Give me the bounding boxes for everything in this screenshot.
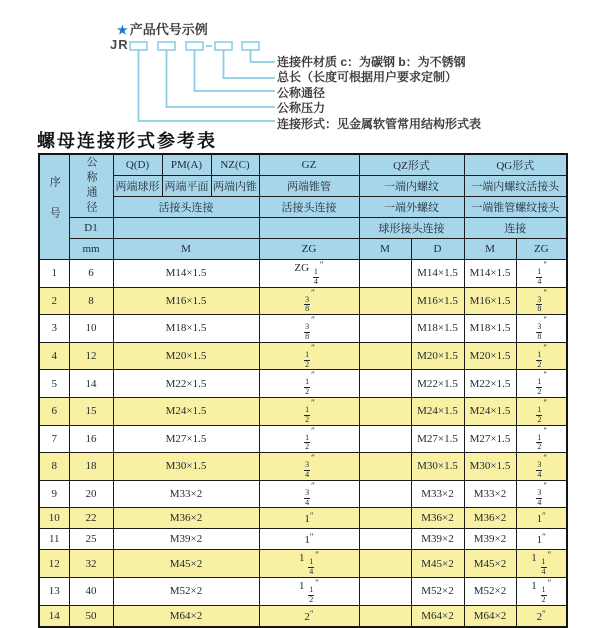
header-unit-zg-qg: ZG <box>516 239 567 260</box>
cell-qz-m <box>359 605 411 627</box>
leader-line-length <box>224 50 276 78</box>
cell-gz-zg: ZG $\frac{1}{4}$ ″ <box>259 260 359 288</box>
leader-line-material <box>251 50 276 62</box>
cell-qz-d: M18×1.5 <box>411 315 464 343</box>
cell-index: 13 <box>39 577 69 605</box>
cell-index: 6 <box>39 397 69 425</box>
cell-gz-zg: $\frac{1}{2}$ ″ <box>259 370 359 398</box>
header-unit-zg-gz: ZG <box>259 239 359 260</box>
cell-qz-d: M30×1.5 <box>411 453 464 481</box>
header-group-qz: QZ形式 <box>359 154 464 176</box>
cell-dn-mm: 12 <box>69 342 113 370</box>
cell-dn-mm: 6 <box>69 260 113 288</box>
code-box-4 <box>215 42 232 50</box>
cell-m-union: M52×2 <box>113 577 259 605</box>
cell-m-union: M36×2 <box>113 508 259 529</box>
header-union-connection: 活接头连接 <box>113 197 259 218</box>
cell-qz-d: M14×1.5 <box>411 260 464 288</box>
cell-qz-m <box>359 480 411 508</box>
leader-line-conn-form <box>139 50 276 121</box>
cell-index: 4 <box>39 342 69 370</box>
cell-qz-d: M36×2 <box>411 508 464 529</box>
cell-dn-mm: 22 <box>69 508 113 529</box>
header-row-5 <box>39 239 567 260</box>
header-group-gz: GZ <box>259 154 359 176</box>
header-unit-m-qz: M <box>359 239 411 260</box>
cell-index: 3 <box>39 315 69 343</box>
cell-qz-m <box>359 260 411 288</box>
header-row-4 <box>39 218 567 239</box>
code-box-1 <box>130 42 147 50</box>
label-total-length: 总长（长度可根据用户要求定制） <box>277 70 458 85</box>
cell-qg-zg: 2″ <box>516 605 567 627</box>
cell-qg-m: M22×1.5 <box>464 370 516 398</box>
cell-qg-zg: $\frac{1}{2}$ ″ <box>516 342 567 370</box>
cell-qg-m: M39×2 <box>464 529 516 550</box>
cell-qg-m: M24×1.5 <box>464 397 516 425</box>
product-code-example-text: 产品代号示例 <box>129 22 208 37</box>
product-code-example-title <box>117 19 208 38</box>
cell-gz-zg: 1″ <box>259 508 359 529</box>
code-field-labels <box>277 55 481 132</box>
cell-m-union: M39×2 <box>113 529 259 550</box>
header-group-nzc: NZ(C) <box>211 154 259 176</box>
label-nominal-diameter: 公称通径 <box>277 85 326 100</box>
cell-dn-mm: 50 <box>69 605 113 627</box>
cell-qg-m: M27×1.5 <box>464 425 516 453</box>
code-box-3 <box>186 42 203 50</box>
cell-qz-d: M24×1.5 <box>411 397 464 425</box>
table-row <box>39 397 567 425</box>
code-boxes-and-connector-lines <box>128 40 275 128</box>
cell-qz-d: M27×1.5 <box>411 425 464 453</box>
cell-qz-d: M64×2 <box>411 605 464 627</box>
cell-gz-zg: $\frac{1}{2}$ ″ <box>259 397 359 425</box>
cell-qz-m <box>359 577 411 605</box>
cell-m-union: M24×1.5 <box>113 397 259 425</box>
cell-qg-m: M33×2 <box>464 480 516 508</box>
header-desc-pma: 两端平面 <box>162 176 211 197</box>
label-connector-material: 连接件材质 c：为碳钢 b：为不锈钢 <box>277 55 466 69</box>
header-desc-gz: 两端锥管 <box>259 176 359 197</box>
table-row <box>39 425 567 453</box>
table-row <box>39 550 567 578</box>
cell-qz-m <box>359 397 411 425</box>
cell-dn-mm: 40 <box>69 577 113 605</box>
table-row <box>39 529 567 550</box>
table-row <box>39 577 567 605</box>
cell-qg-m: M16×1.5 <box>464 287 516 315</box>
table-row <box>39 260 567 288</box>
cell-qz-d: M52×2 <box>411 577 464 605</box>
cell-index: 2 <box>39 287 69 315</box>
cell-dn-mm: 16 <box>69 425 113 453</box>
cell-qz-m <box>359 508 411 529</box>
header-connection: 连接 <box>464 218 567 239</box>
cell-gz-zg: $\frac{3}{8}$ ″ <box>259 315 359 343</box>
header-d1: D1 <box>69 218 113 239</box>
product-code-prefix: JR <box>110 37 129 52</box>
cell-qz-m <box>359 287 411 315</box>
cell-qz-d: M22×1.5 <box>411 370 464 398</box>
cell-dn-mm: 32 <box>69 550 113 578</box>
header-unit-m-qg: M <box>464 239 516 260</box>
table-row <box>39 453 567 481</box>
header-group-qg: QG形式 <box>464 154 567 176</box>
cell-qz-d: M20×1.5 <box>411 342 464 370</box>
code-box-2 <box>158 42 175 50</box>
cell-m-union: M22×1.5 <box>113 370 259 398</box>
cell-qg-m: M20×1.5 <box>464 342 516 370</box>
header-ball-joint-connection: 球形接头连接 <box>359 218 464 239</box>
cell-gz-zg: $\frac{3}{8}$ ″ <box>259 287 359 315</box>
leader-line-diameter <box>195 50 276 91</box>
cell-gz-zg: 1 $\frac{1}{4}$ ″ <box>259 550 359 578</box>
cell-m-union: M20×1.5 <box>113 342 259 370</box>
cell-dn-mm: 15 <box>69 397 113 425</box>
table-row <box>39 287 567 315</box>
cell-dn-mm: 20 <box>69 480 113 508</box>
header-external-thread-qz: 一端外螺纹 <box>359 197 464 218</box>
header-row-2 <box>39 176 567 197</box>
header-unit-m-union: M <box>113 239 259 260</box>
label-nominal-pressure: 公称压力 <box>277 101 326 116</box>
cell-qg-zg: 1 $\frac{1}{4}$ ″ <box>516 550 567 578</box>
cell-qg-m: M30×1.5 <box>464 453 516 481</box>
header-row-3 <box>39 197 567 218</box>
header-union-connection-gz: 活接头连接 <box>259 197 359 218</box>
cell-qg-zg: $\frac{1}{2}$ ″ <box>516 370 567 398</box>
cell-qg-m: M45×2 <box>464 550 516 578</box>
cell-qg-zg: 1″ <box>516 529 567 550</box>
table-row <box>39 480 567 508</box>
cell-qg-zg: $\frac{1}{4}$ ″ <box>516 260 567 288</box>
cell-qz-m <box>359 370 411 398</box>
cell-index: 7 <box>39 425 69 453</box>
cell-m-union: M64×2 <box>113 605 259 627</box>
cell-qg-zg: $\frac{3}{4}$ ″ <box>516 453 567 481</box>
cell-m-union: M16×1.5 <box>113 287 259 315</box>
table-row <box>39 605 567 627</box>
cell-gz-zg: $\frac{1}{2}$ ″ <box>259 342 359 370</box>
cell-m-union: M45×2 <box>113 550 259 578</box>
cell-qg-zg: $\frac{1}{2}$ ″ <box>516 425 567 453</box>
cell-m-union: M27×1.5 <box>113 425 259 453</box>
cell-qz-m <box>359 342 411 370</box>
cell-m-union: M14×1.5 <box>113 260 259 288</box>
cell-index: 12 <box>39 550 69 578</box>
header-row-1 <box>39 154 567 176</box>
header-unit-d-qz: D <box>411 239 464 260</box>
cell-qg-zg: 1″ <box>516 508 567 529</box>
cell-qz-m <box>359 315 411 343</box>
cell-qg-zg: $\frac{3}{8}$ ″ <box>516 287 567 315</box>
cell-index: 14 <box>39 605 69 627</box>
cell-qz-d: M33×2 <box>411 480 464 508</box>
table-title: 螺母连接形式参考表 <box>37 131 217 152</box>
header-desc-qg: 一端内螺纹活接头 <box>464 176 567 197</box>
header-group-qd: Q(D) <box>113 154 162 176</box>
header-desc-qd: 两端球形 <box>113 176 162 197</box>
cell-qz-m <box>359 453 411 481</box>
cell-index: 8 <box>39 453 69 481</box>
header-taper-thread-qg: 一端锥管螺纹接头 <box>464 197 567 218</box>
cell-dn-mm: 18 <box>69 453 113 481</box>
cell-m-union: M18×1.5 <box>113 315 259 343</box>
table-row <box>39 342 567 370</box>
star-icon: ★ <box>117 23 128 37</box>
cell-qg-zg: $\frac{3}{8}$ ″ <box>516 315 567 343</box>
cell-dn-mm: 8 <box>69 287 113 315</box>
header-blank-union <box>113 218 259 239</box>
cell-dn-mm: 10 <box>69 315 113 343</box>
cell-m-union: M30×1.5 <box>113 453 259 481</box>
cell-qz-m <box>359 529 411 550</box>
cell-qg-m: M52×2 <box>464 577 516 605</box>
cell-qg-m: M64×2 <box>464 605 516 627</box>
table-row <box>39 508 567 529</box>
cell-qg-zg: $\frac{3}{4}$ ″ <box>516 480 567 508</box>
cell-qz-d: M39×2 <box>411 529 464 550</box>
cell-gz-zg: 2″ <box>259 605 359 627</box>
cell-gz-zg: 1 $\frac{1}{2}$ ″ <box>259 577 359 605</box>
header-desc-qz: 一端内螺纹 <box>359 176 464 197</box>
cell-gz-zg: $\frac{1}{2}$ ″ <box>259 425 359 453</box>
cell-index: 9 <box>39 480 69 508</box>
cell-gz-zg: 1″ <box>259 529 359 550</box>
cell-index: 5 <box>39 370 69 398</box>
table-row <box>39 370 567 398</box>
cell-index: 1 <box>39 260 69 288</box>
cell-dn-mm: 25 <box>69 529 113 550</box>
cell-qg-m: M36×2 <box>464 508 516 529</box>
cell-qg-zg: $\frac{1}{2}$ ″ <box>516 397 567 425</box>
header-group-pma: PM(A) <box>162 154 211 176</box>
label-connection-form: 连接形式：见金属软管常用结构形式表 <box>277 116 482 131</box>
nut-connection-reference-table <box>38 153 568 628</box>
header-serial-number: 序号 <box>39 154 69 260</box>
cell-qg-m: M14×1.5 <box>464 260 516 288</box>
cell-gz-zg: $\frac{3}{4}$ ″ <box>259 453 359 481</box>
cell-qz-m <box>359 550 411 578</box>
cell-qz-m <box>359 425 411 453</box>
header-desc-nzc: 两端内锥 <box>211 176 259 197</box>
cell-qg-zg: 1 $\frac{1}{2}$ ″ <box>516 577 567 605</box>
cell-qz-d: M45×2 <box>411 550 464 578</box>
cell-qg-m: M18×1.5 <box>464 315 516 343</box>
cell-index: 11 <box>39 529 69 550</box>
cell-gz-zg: $\frac{3}{4}$ ″ <box>259 480 359 508</box>
cell-m-union: M33×2 <box>113 480 259 508</box>
header-nominal-diameter: 公称通径 <box>69 154 113 218</box>
header-unit-mm: mm <box>69 239 113 260</box>
code-box-5 <box>242 42 259 50</box>
header-blank-gz <box>259 218 359 239</box>
cell-qz-d: M16×1.5 <box>411 287 464 315</box>
cell-dn-mm: 14 <box>69 370 113 398</box>
table-body <box>39 260 567 627</box>
table-row <box>39 315 567 343</box>
cell-index: 10 <box>39 508 69 529</box>
